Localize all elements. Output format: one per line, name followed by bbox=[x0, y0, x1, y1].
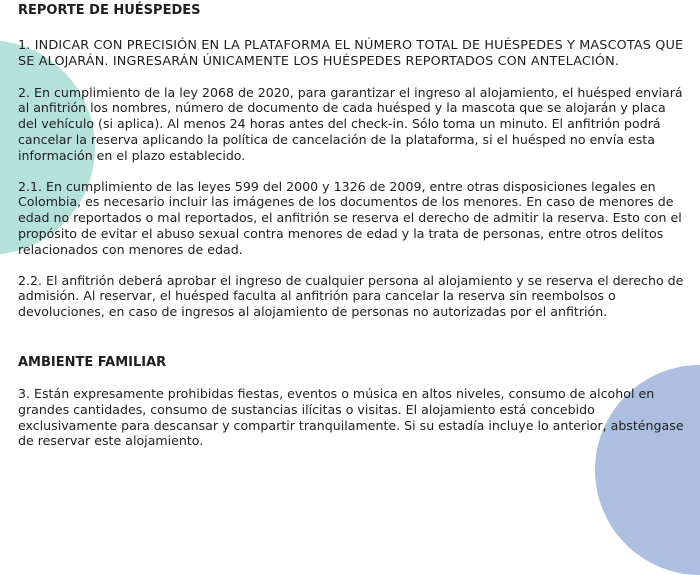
paragraph-2: 2. En cumplimiento de la ley 2068 de 2020, para garantizar el ingreso al alojamiento, el huésped enviará al anfitrión los nombres, número de documento de cada huésped y la mascota que se alojarán y placa del vehículo (si aplica). Al menos 24 horas antes del check-in. Sólo toma un minuto. El anfitrión podrá cancelar la reserva aplicando la política de cancelación de la plataforma, si el huésped no envía esta información en el plazo establecido. bbox=[18, 84, 683, 163]
paragraph-1: 1. INDICAR CON PRECISIÓN EN LA PLATAFORMA EL NÚMERO TOTAL DE HUÉSPEDES Y MASCOTAS QUE SE ALOJARÁN. INGRESARÁN ÚNICAMENTE LOS HUÉSPEDES REPORTADOS CON ANTELACIÓN. bbox=[18, 38, 684, 69]
section-title-ambiente-familiar: AMBIENTE FAMILIAR bbox=[18, 354, 167, 370]
document-body bbox=[18, 2, 686, 464]
paragraph-2-2: 2.2. El anfitrión deberá aprobar el ingreso de cualquier persona al alojamiento y se reserva el derecho de admisión. Al reservar, el huésped faculta al anfitrión para cancelar la reserva sin reembolsos o devoluciones, en caso de ingresos al alojamiento de personas no autorizadas por el anfitrión. bbox=[18, 272, 684, 320]
paragraph-2-1: 2.1. En cumplimiento de las leyes 599 del 2000 y 1326 de 2009, entre otras disposiciones legales en Colombia, es necesario incluir las imágenes de los documentos de los menores. En caso de menores de edad no reportados o mal reportados, el anfitrión se reserva el derecho de admitir la reserva. Esto con el propósito de evitar el abuso sexual contra menores de edad y la trata de personas, entre otros delitos relacionados con menores de edad. bbox=[18, 178, 682, 257]
paragraph-3: 3. Están expresamente prohibidas fiestas, eventos o música en altos niveles, consumo de alcohol en grandes cantidades, consumo de sustancias ilícitas o visitas. El alojamiento está concebido exclusivamente para descansar y compartir tranquilamente. Si su estadía incluye lo anterior, absténgase de reservar este alojamiento. bbox=[18, 385, 684, 449]
section-title-reporte-huespedes: REPORTE DE HUÉSPEDES bbox=[18, 3, 201, 18]
